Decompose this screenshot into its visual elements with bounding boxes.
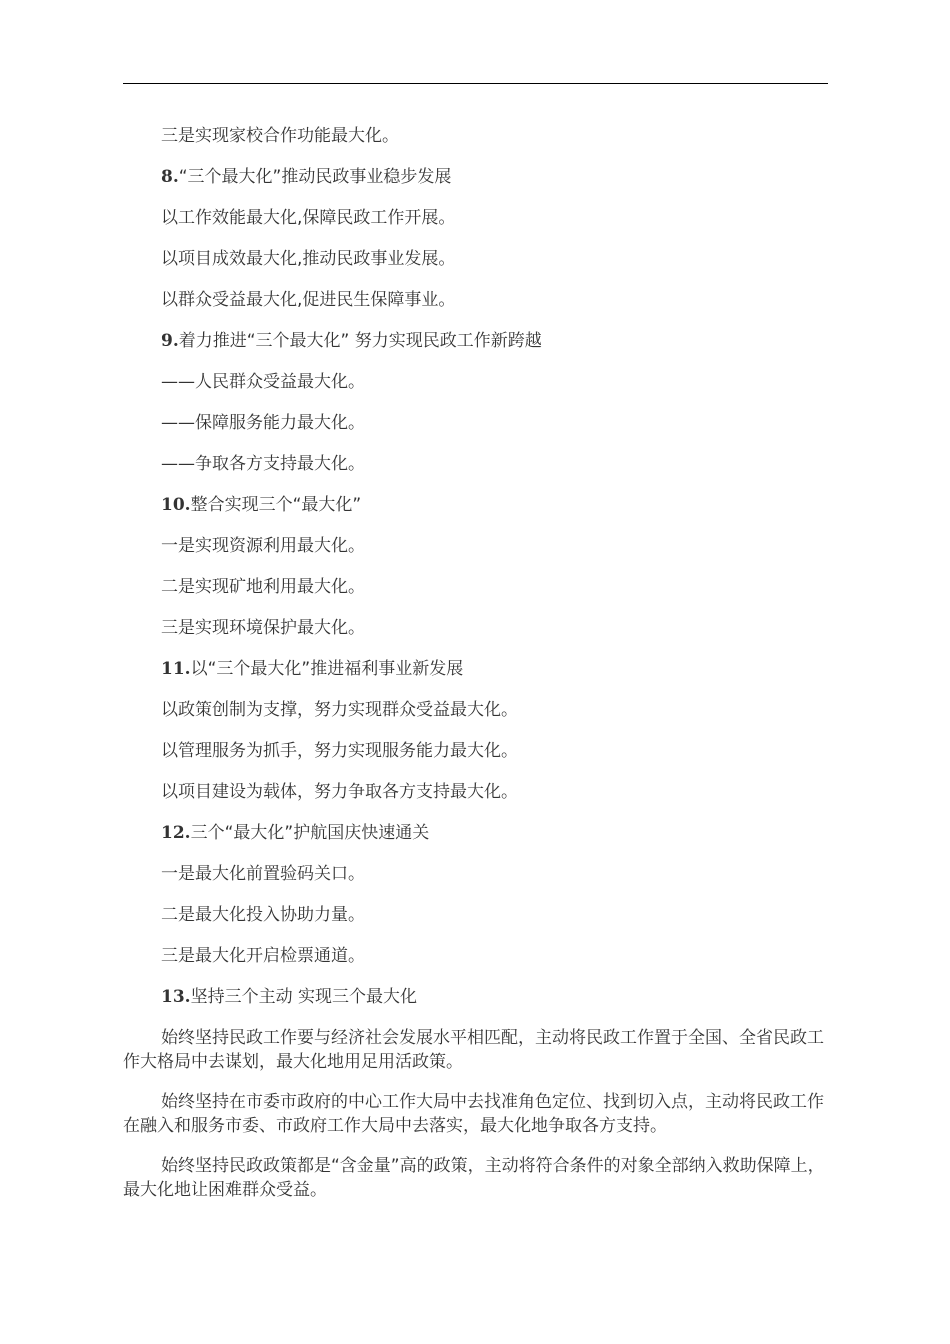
body-paragraph: 始终坚持在市委市政府的中心工作大局中去找准角色定位、找到切入点，主动将民政工作在融入和服务市委、市政府工作大局中去落实，最大化地争取各方支持。: [123, 1092, 824, 1136]
header-rule: [123, 83, 828, 84]
list-item: 以项目成效最大化,推动民政事业发展。: [161, 249, 456, 269]
list-item: ——人民群众受益最大化。: [161, 372, 365, 392]
list-item: 以管理服务为抓手，努力实现服务能力最大化。: [161, 741, 518, 761]
list-item: 三是实现环境保护最大化。: [161, 618, 365, 638]
section-heading: 11.以“三个最大化”推进福利事业新发展: [161, 659, 464, 679]
list-item: 二是最大化投入协助力量。: [161, 905, 365, 925]
list-item: 以群众受益最大化,促进民生保障事业。: [161, 290, 456, 310]
document-body: [123, 124, 828, 1218]
list-item: ——争取各方支持最大化。: [161, 454, 365, 474]
section-heading: 8.“三个最大化”推动民政事业稳步发展: [161, 167, 452, 187]
list-item: ——保障服务能力最大化。: [161, 413, 365, 433]
body-paragraph: 始终坚持民政政策都是“含金量”高的政策，主动将符合条件的对象全部纳入救助保障上，最大化地让困难群众受益。: [123, 1156, 825, 1200]
list-item: 以政策创制为支撑，努力实现群众受益最大化。: [161, 700, 518, 720]
section-heading: 12.三个“最大化”护航国庆快速通关: [161, 823, 430, 843]
section-heading: 10.整合实现三个“最大化”: [161, 495, 362, 515]
list-item: 一是最大化前置验码关口。: [161, 864, 365, 884]
list-item: 三是实现家校合作功能最大化。: [161, 126, 399, 146]
list-item: 以工作效能最大化,保障民政工作开展。: [161, 208, 456, 228]
section-heading: 9.着力推进“三个最大化” 努力实现民政工作新跨越: [161, 331, 542, 351]
list-item: 三是最大化开启检票通道。: [161, 946, 365, 966]
list-item: 以项目建设为载体，努力争取各方支持最大化。: [161, 782, 518, 802]
body-paragraph: 始终坚持民政工作要与经济社会发展水平相匹配，主动将民政工作置于全国、全省民政工作大格局中去谋划，最大化地用足用活政策。: [123, 1028, 824, 1072]
list-item: 一是实现资源利用最大化。: [161, 536, 365, 556]
list-item: 二是实现矿地利用最大化。: [161, 577, 365, 597]
section-heading: 13.坚持三个主动 实现三个最大化: [161, 987, 417, 1007]
